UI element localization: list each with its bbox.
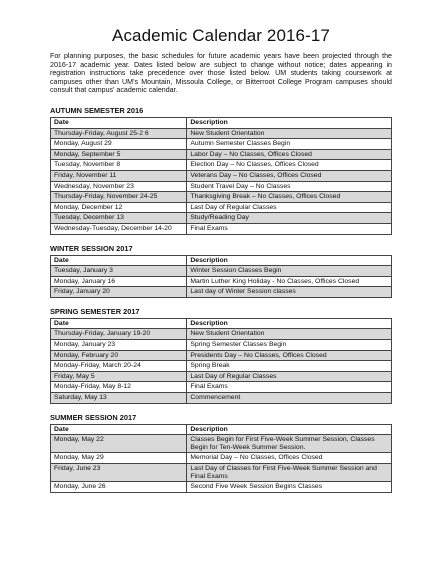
description-cell: Thanksgiving Break – No Classes, Offices Closed	[187, 192, 392, 203]
date-cell: Friday, January 20	[51, 287, 187, 298]
description-cell: Martin Luther King Holiday - No Classes, Offices Closed	[187, 276, 392, 287]
table-header-row	[51, 255, 392, 266]
section-title: WINTER SESSION 2017	[50, 243, 133, 253]
description-cell: New Student Orientation	[187, 329, 392, 340]
description-cell: Last Day of Regular Classes	[187, 371, 392, 382]
date-cell: Thursday-Friday, November 24-25	[51, 192, 187, 203]
calendar-section	[50, 106, 392, 235]
description-cell: Winter Session Classes Begin	[187, 266, 392, 277]
table-row	[51, 464, 392, 482]
calendar-table	[50, 117, 392, 235]
date-column-header: Date	[51, 318, 187, 329]
description-cell: Spring Break	[187, 361, 392, 372]
section-title: SUMMER SESSION 2017	[50, 412, 137, 422]
table-row	[51, 223, 392, 234]
description-cell: Veterans Day – No Classes, Offices Closed	[187, 170, 392, 181]
date-cell: Monday, August 29	[51, 139, 187, 150]
table-row	[51, 393, 392, 404]
table-header-row	[51, 318, 392, 329]
table-row	[51, 340, 392, 351]
date-cell: Thursday-Friday, August 25-2 6	[51, 128, 187, 139]
description-cell: Final Exams	[187, 382, 392, 393]
description-cell: Presidents Day – No Classes, Offices Closed	[187, 350, 392, 361]
description-column-header: Description	[187, 424, 392, 435]
description-cell: Student Travel Day – No Classes	[187, 181, 392, 192]
table-row	[51, 361, 392, 372]
calendar-sections	[50, 106, 392, 493]
date-cell: Thursday-Friday, January 19-20	[51, 329, 187, 340]
date-cell: Monday, December 12	[51, 202, 187, 213]
description-cell: Commencement	[187, 393, 392, 404]
table-header-row	[51, 117, 392, 128]
date-cell: Monday, June 26	[51, 482, 187, 493]
table-row	[51, 192, 392, 203]
section-title: SPRING SEMESTER 2017	[50, 306, 140, 316]
description-cell: Classes Begin for First Five-Week Summer Session, Classes Begin for Ten-Week Summer Session.	[187, 435, 392, 453]
calendar-section	[50, 307, 392, 404]
calendar-table	[50, 424, 392, 493]
date-cell: Monday, May 29	[51, 453, 187, 464]
section-title: AUTUMN SEMESTER 2016	[50, 105, 144, 115]
intro-paragraph: For planning purposes, the basic schedules for future academic years have been projected through the 2016-17 academic year. Dates listed below are subject to change without notice; dates appearing in registration instructions take precedence over those listed below. UM students taking coursework at campuses other than UM's Mountain, Missoula College, or Bitterroot College Program campuses should consult that campus' academic calendar.	[50, 52, 392, 95]
date-cell: Wednesday-Tuesday, December 14-20	[51, 223, 187, 234]
date-cell: Friday, May 5	[51, 371, 187, 382]
date-cell: Friday, June 23	[51, 464, 187, 482]
table-row	[51, 482, 392, 493]
table-row	[51, 170, 392, 181]
date-cell: Monday, September 5	[51, 149, 187, 160]
table-row	[51, 371, 392, 382]
document-title: Academic Calendar 2016-17	[112, 26, 330, 45]
description-cell: Study/Reading Day	[187, 213, 392, 224]
date-cell: Tuesday, November 8	[51, 160, 187, 171]
description-cell: Final Exams	[187, 223, 392, 234]
description-cell: Last Day of Regular Classes	[187, 202, 392, 213]
table-header-row	[51, 424, 392, 435]
date-cell: Monday, May 22	[51, 435, 187, 453]
date-cell: Tuesday, December 13	[51, 213, 187, 224]
date-cell: Monday, February 20	[51, 350, 187, 361]
table-row	[51, 128, 392, 139]
date-column-header: Date	[51, 255, 187, 266]
description-column-header: Description	[187, 255, 392, 266]
description-cell: Last day of Winter Session classes	[187, 287, 392, 298]
table-row	[51, 435, 392, 453]
date-cell: Tuesday, January 3	[51, 266, 187, 277]
description-cell: Labor Day – No Classes, Offices Closed	[187, 149, 392, 160]
date-cell: Wednesday, November 23	[51, 181, 187, 192]
table-row	[51, 160, 392, 171]
table-row	[51, 266, 392, 277]
calendar-table	[50, 318, 392, 404]
description-cell: Election Day – No Classes, Offices Closed	[187, 160, 392, 171]
table-row	[51, 139, 392, 150]
date-cell: Saturday, May 13	[51, 393, 187, 404]
calendar-section	[50, 244, 392, 298]
date-cell: Monday-Friday, March 20-24	[51, 361, 187, 372]
table-row	[51, 350, 392, 361]
table-row	[51, 329, 392, 340]
table-row	[51, 276, 392, 287]
date-cell: Monday, January 23	[51, 340, 187, 351]
table-row	[51, 382, 392, 393]
date-cell: Monday, January 16	[51, 276, 187, 287]
table-row	[51, 213, 392, 224]
description-column-header: Description	[187, 117, 392, 128]
table-row	[51, 181, 392, 192]
description-cell: Last Day of Classes for First Five-Week Summer Session and Final Exams	[187, 464, 392, 482]
table-row	[51, 202, 392, 213]
table-row	[51, 453, 392, 464]
description-cell: Second Five Week Session Begins Classes	[187, 482, 392, 493]
calendar-table	[50, 255, 392, 298]
date-column-header: Date	[51, 424, 187, 435]
table-row	[51, 149, 392, 160]
calendar-section	[50, 413, 392, 493]
date-column-header: Date	[51, 117, 187, 128]
description-cell: Spring Semester Classes Begin	[187, 340, 392, 351]
date-cell: Monday-Friday, May 8-12	[51, 382, 187, 393]
description-column-header: Description	[187, 318, 392, 329]
description-cell: Memorial Day – No Classes, Offices Closed	[187, 453, 392, 464]
description-cell: Autumn Semester Classes Begin	[187, 139, 392, 150]
table-row	[51, 287, 392, 298]
date-cell: Friday, November 11	[51, 170, 187, 181]
description-cell: New Student Orientation	[187, 128, 392, 139]
